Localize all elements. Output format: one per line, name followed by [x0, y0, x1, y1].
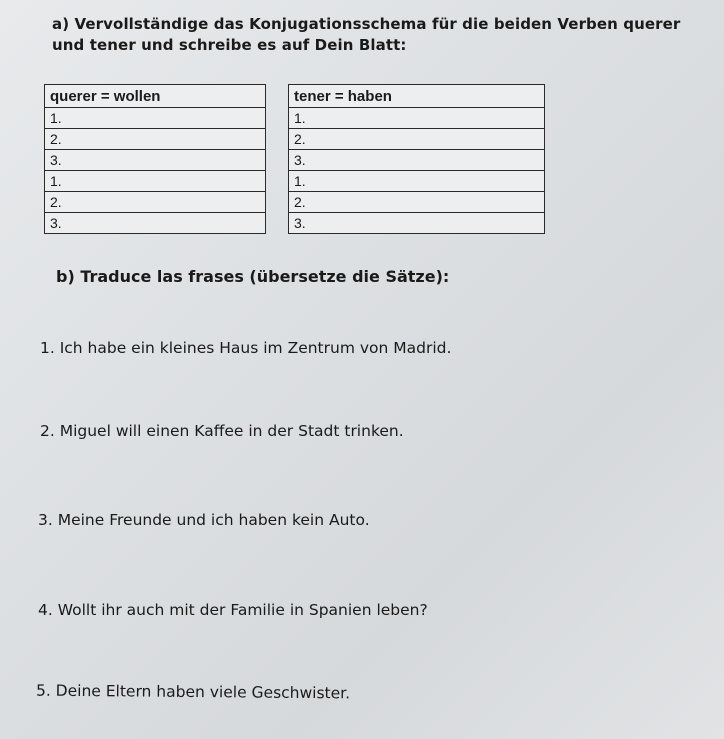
sentence-2: 2. Miguel will einen Kaffee in der Stadt trinken. [40, 422, 404, 440]
table-cell: 3. [289, 213, 545, 234]
table-cell: 3. [289, 150, 545, 171]
table-cell: 3. [45, 150, 266, 171]
table-header-querer: querer = wollen [45, 85, 266, 108]
table-cell: 2. [289, 129, 545, 150]
table-cell: 1. [289, 108, 545, 129]
conjugation-table-tener [288, 84, 545, 234]
table-cell: 1. [45, 108, 266, 129]
sentence-4: 4. Wollt ihr auch mit der Familie in Spanien leben? [38, 601, 428, 619]
sentence-5: 5. Deine Eltern haben viele Geschwister. [35, 681, 351, 703]
conjugation-table-querer [44, 84, 266, 234]
table-cell: 1. [45, 171, 266, 192]
sentence-3: 3. Meine Freunde und ich haben kein Auto. [38, 511, 370, 529]
table-cell: 2. [45, 129, 266, 150]
table-cell: 3. [45, 213, 266, 234]
sentence-1: 1. Ich habe ein kleines Haus im Zentrum von Madrid. [40, 339, 452, 357]
table-cell: 1. [289, 171, 545, 192]
table-cell: 2. [45, 192, 266, 213]
exercise-b-instruction: b) Traduce las frases (übersetze die Sätze): [56, 267, 450, 286]
exercise-a-instruction: a) Vervollständige das Konjugationsschema für die beiden Verben querer und tener und schreibe es auf Dein Blatt: [52, 15, 681, 54]
table-cell: 2. [289, 192, 545, 213]
table-header-tener: tener = haben [289, 85, 545, 108]
